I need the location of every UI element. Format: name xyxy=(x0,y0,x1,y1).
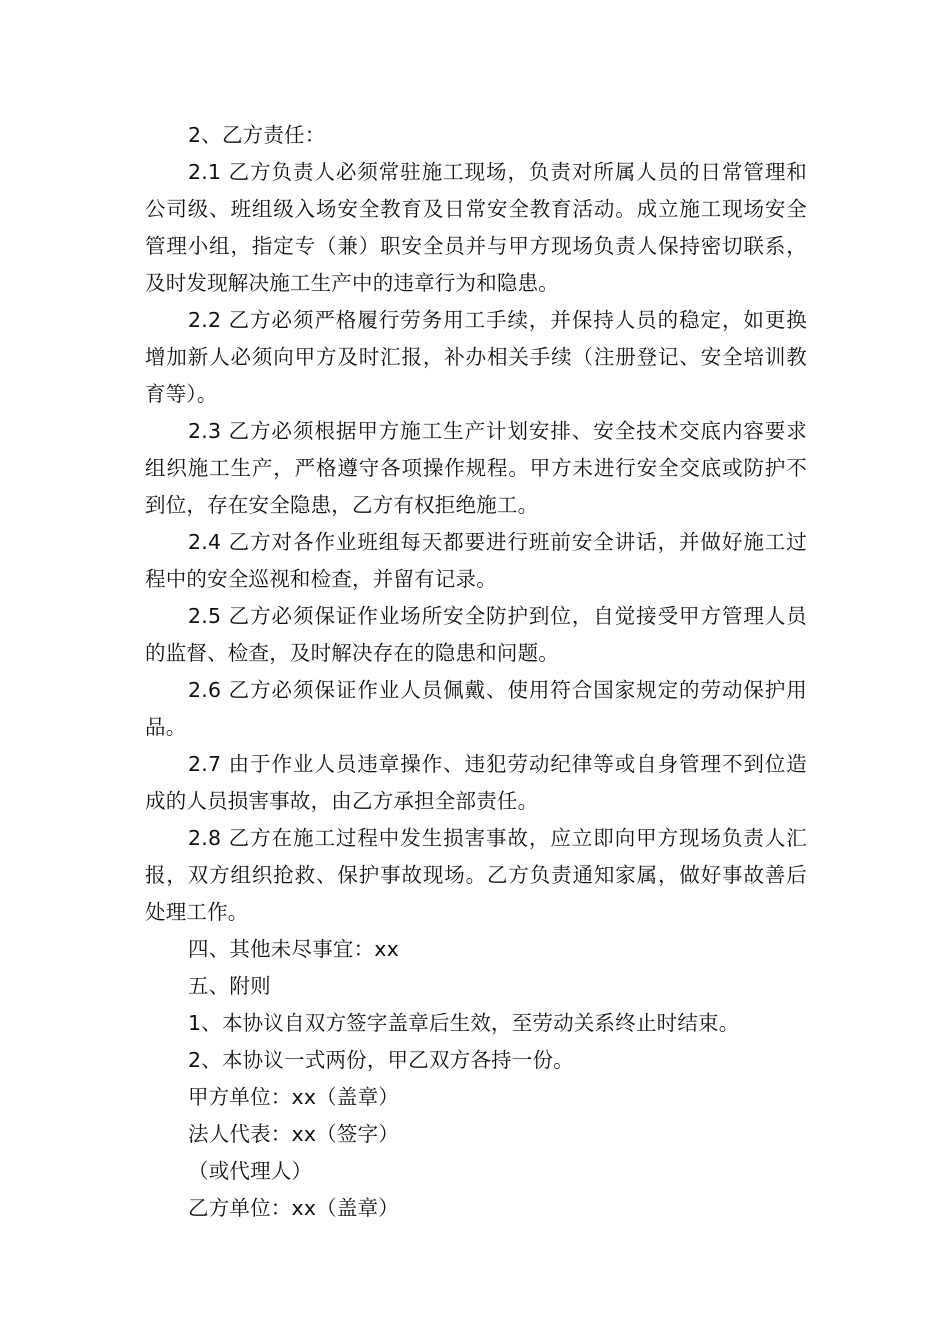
clause-2-7: 2.7 由于作业人员违章操作、违犯劳动纪律等或自身管理不到位造成的人员损害事故，由乙方承担全部责任。 xyxy=(145,752,807,813)
supplementary-item-1: 1、本协议自双方签字盖章后生效，至劳动关系终止时结束。 xyxy=(188,1011,740,1035)
section-heading-party-b-duties: 2、乙方责任： xyxy=(188,123,326,147)
clause-2-4: 2.4 乙方对各作业班组每天都要进行班前安全讲话，并做好施工过程中的安全巡视和检查，并留有记录。 xyxy=(145,530,807,591)
section-heading-supplementary: 五、附则 xyxy=(188,974,271,998)
clause-2-3: 2.3 乙方必须根据甲方施工生产计划安排、安全技术交底内容要求组织施工生产，严格遵守各项操作规程。甲方未进行安全交底或防护不到位，存在安全隐患，乙方有权拒绝施工。 xyxy=(145,419,807,517)
document-body xyxy=(145,117,807,1227)
clause-2-2: 2.2 乙方必须严格履行劳务用工手续，并保持人员的稳定，如更换增加新人必须向甲方及时汇报，补办相关手续（注册登记、安全培训教育等）。 xyxy=(145,308,807,406)
legal-representative-line: 法人代表：xx（签字） xyxy=(188,1122,399,1146)
section-heading-other-matters: 四、其他未尽事宜：xx xyxy=(188,937,399,961)
clause-2-5: 2.5 乙方必须保证作业场所安全防护到位，自觉接受甲方管理人员的监督、检查，及时解决存在的隐患和问题。 xyxy=(145,604,807,665)
agent-line: （或代理人） xyxy=(188,1159,313,1183)
clause-2-1: 2.1 乙方负责人必须常驻施工现场，负责对所属人员的日常管理和公司级、班组级入场安全教育及日常安全教育活动。成立施工现场安全管理小组，指定专（兼）职安全员并与甲方现场负责人保持密切联系，及时发现解决施工生产中的违章行为和隐患。 xyxy=(145,160,807,295)
clause-2-8: 2.8 乙方在施工过程中发生损害事故，应立即向甲方现场负责人汇报，双方组织抢救、保护事故现场。乙方负责通知家属，做好事故善后处理工作。 xyxy=(145,826,807,924)
supplementary-item-2: 2、本协议一式两份，甲乙双方各持一份。 xyxy=(188,1048,574,1072)
party-b-unit-line: 乙方单位：xx（盖章） xyxy=(188,1196,399,1220)
clause-2-6: 2.6 乙方必须保证作业人员佩戴、使用符合国家规定的劳动保护用品。 xyxy=(145,678,807,739)
party-a-unit-line: 甲方单位：xx（盖章） xyxy=(188,1085,399,1109)
